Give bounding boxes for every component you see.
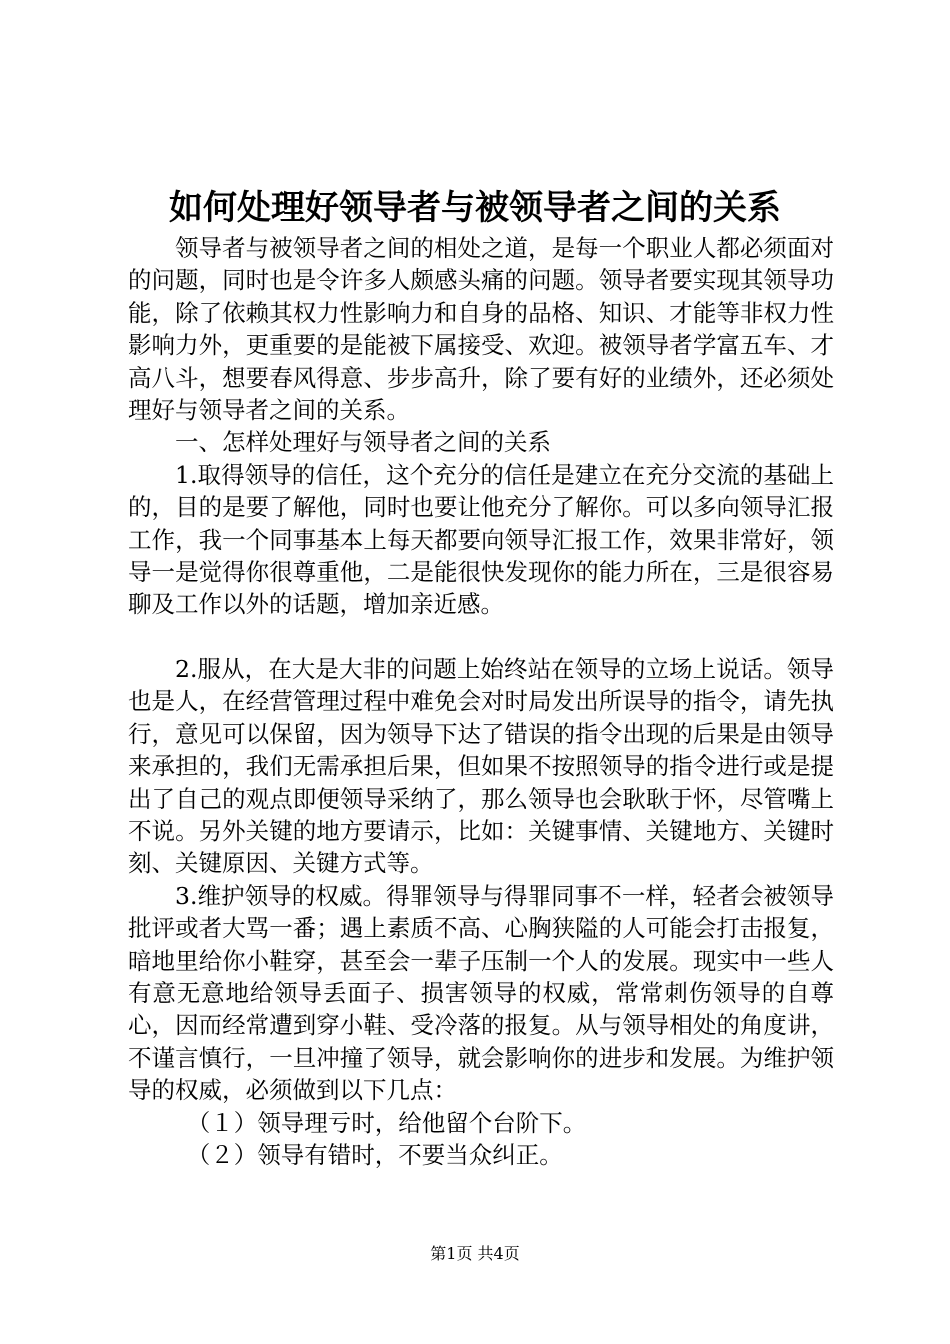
section-heading: 一、怎样处理好与领导者之间的关系: [175, 428, 551, 457]
document-body: [128, 232, 834, 1171]
paragraph-point-3: 3.维护领导的权威。得罪领导与得罪同事不一样，轻者会被领导批评或者大骂一番；遇上素质不高、心胸狭隘的人可能会打击报复，暗地里给你小鞋穿，甚至会一辈子压制一个人的发展。现实中一些人有意无意地给领导丢面子、损害领导的权威，常常刺伤领导的自尊心，因而经常遭到穿小鞋、受冷落的报复。从与领导相处的角度讲，不谨言慎行，一旦冲撞了领导，就会影响你的进步和发展。为维护领导的权威，必须做到以下几点：: [128, 881, 834, 1105]
paragraph-point-2: 2.服从，在大是大非的问题上始终站在领导的立场上说话。领导也是人，在经营管理过程中难免会对时局发出所误导的指令，请先执行，意见可以保留，因为领导下达了错误的指令出现的后果是由领导来承担的，我们无需承担后果，但如果不按照领导的指令进行或是提出了自己的观点即便领导采纳了，那么领导也会耿耿于怀，尽管嘴上不说。另外关键的地方要请示，比如：关键事情、关键地方、关键时刻、关键原因、关键方式等。: [128, 654, 834, 878]
document-title: 如何处理好领导者与被领导者之间的关系: [169, 188, 781, 228]
list-item-1: （１）领导理亏时，给他留个台阶下。: [186, 1108, 587, 1137]
list-item-2: （２）领导有错时，不要当众纠正。: [186, 1140, 563, 1169]
paragraph-intro: 领导者与被领导者之间的相处之道，是每一个职业人都必须面对的问题，同时也是令许多人颇感头痛的问题。领导者要实现其领导功能，除了依赖其权力性影响力和自身的品格、知识、才能等非权力性影响力外，更重要的是能被下属接受、欢迎。被领导者学富五车、才高八斗，想要春风得意、步步高升，除了要有好的业绩外，还必须处理好与领导者之间的关系。: [128, 234, 834, 425]
paragraph-point-1: 1.取得领导的信任，这个充分的信任是建立在充分交流的基础上的，目的是要了解他，同时也要让他充分了解你。可以多向领导汇报工作，我一个同事基本上每天都要向领导汇报工作，效果非常好，领导一是觉得你很尊重他，二是能很快发现你的能力所在，三是很容易聊及工作以外的话题，增加亲近感。: [128, 460, 834, 619]
page-footer: 第1页 共4页: [430, 1244, 520, 1263]
